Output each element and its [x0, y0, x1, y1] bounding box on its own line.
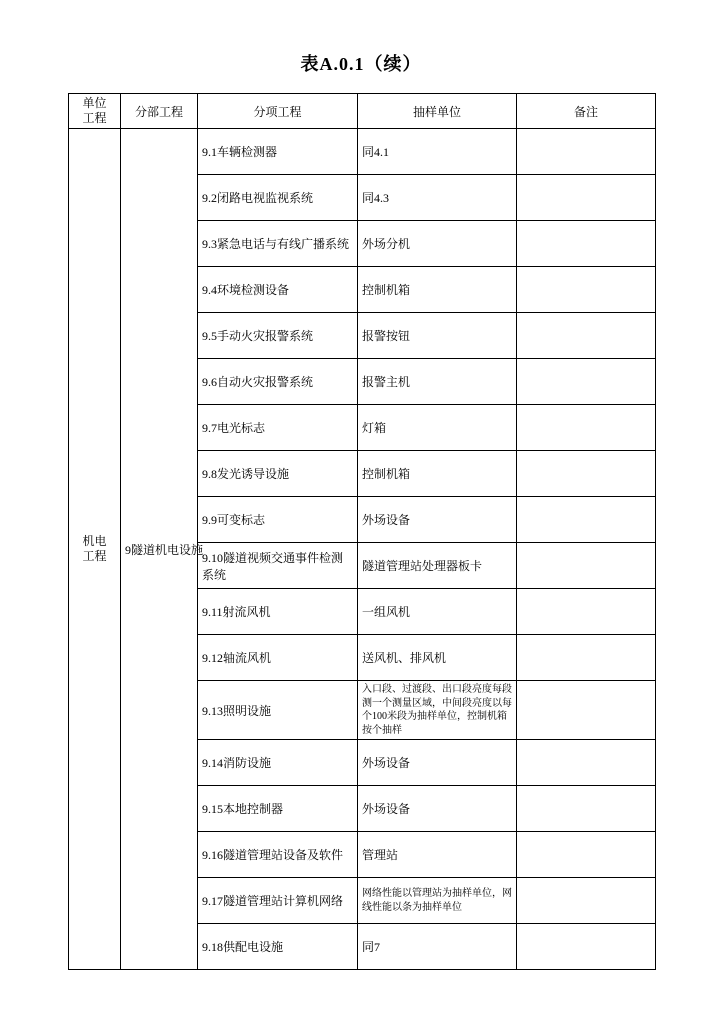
- sampling-unit-cell: 灯箱: [358, 405, 517, 451]
- remark-cell: [517, 267, 656, 313]
- header-unit-project: [69, 94, 121, 129]
- sampling-unit-cell: 网络性能以管理站为抽样单位，网线性能以条为抽样单位: [358, 878, 517, 924]
- sampling-unit-cell: 管理站: [358, 832, 517, 878]
- subitem-project-cell: 9.10隧道视频交通事件检测系统: [198, 543, 358, 589]
- subitem-project-cell: 9.15本地控制器: [198, 786, 358, 832]
- table-body: [69, 129, 656, 970]
- remark-cell: [517, 405, 656, 451]
- subitem-project-cell: 9.16隧道管理站设备及软件: [198, 832, 358, 878]
- subitem-project-cell: 9.5手动火灾报警系统: [198, 313, 358, 359]
- subitem-project-cell: 9.9可变标志: [198, 497, 358, 543]
- sampling-unit-cell: 报警按钮: [358, 313, 517, 359]
- remark-cell: [517, 497, 656, 543]
- subitem-project-cell: 9.7电光标志: [198, 405, 358, 451]
- subitem-project-cell: 9.1车辆检测器: [198, 129, 358, 175]
- subitem-project-cell: 9.14消防设施: [198, 740, 358, 786]
- remark-cell: [517, 635, 656, 681]
- sampling-unit-cell: 外场设备: [358, 497, 517, 543]
- unit-project-cell: [69, 129, 121, 970]
- subitem-project-cell: 9.3紧急电话与有线广播系统: [198, 221, 358, 267]
- header-division-project: 分部工程: [121, 94, 198, 129]
- sampling-unit-cell: 外场设备: [358, 740, 517, 786]
- subitem-project-cell: 9.12轴流风机: [198, 635, 358, 681]
- subitem-project-cell: 9.13照明设施: [198, 681, 358, 740]
- subitem-project-cell: 9.18供配电设施: [198, 924, 358, 970]
- remark-cell: [517, 786, 656, 832]
- remark-cell: [517, 175, 656, 221]
- page-title: 表A.0.1（续）: [300, 54, 422, 74]
- subitem-project-cell: 9.2闭路电视监视系统: [198, 175, 358, 221]
- sampling-unit-cell: 入口段、过渡段、出口段亮度每段测一个测量区域，中间段亮度以每个100米段为抽样单位，控制机箱按个抽样: [358, 681, 517, 740]
- sampling-unit-cell: 送风机、排风机: [358, 635, 517, 681]
- unit-project-label: 机电工程: [82, 534, 107, 563]
- sampling-unit-cell: 同4.3: [358, 175, 517, 221]
- remark-cell: [517, 543, 656, 589]
- remark-cell: [517, 924, 656, 970]
- remark-cell: [517, 129, 656, 175]
- sampling-unit-cell: 同7: [358, 924, 517, 970]
- sampling-table: [68, 93, 656, 970]
- table-row: [69, 129, 656, 175]
- subitem-project-cell: 9.4环境检测设备: [198, 267, 358, 313]
- remark-cell: [517, 451, 656, 497]
- sampling-unit-cell: 控制机箱: [358, 451, 517, 497]
- sampling-unit-cell: 报警主机: [358, 359, 517, 405]
- sampling-unit-cell: 同4.1: [358, 129, 517, 175]
- sampling-unit-cell: 外场分机: [358, 221, 517, 267]
- sampling-unit-cell: 隧道管理站处理器板卡: [358, 543, 517, 589]
- remark-cell: [517, 878, 656, 924]
- remark-cell: [517, 681, 656, 740]
- table-header-row: [69, 94, 656, 129]
- remark-cell: [517, 313, 656, 359]
- remark-cell: [517, 359, 656, 405]
- subitem-project-cell: 9.8发光诱导设施: [198, 451, 358, 497]
- remark-cell: [517, 589, 656, 635]
- subitem-project-cell: 9.11射流风机: [198, 589, 358, 635]
- sampling-unit-cell: 控制机箱: [358, 267, 517, 313]
- subitem-project-cell: 9.17隧道管理站计算机网络: [198, 878, 358, 924]
- header-sampling-unit: 抽样单位: [358, 94, 517, 129]
- division-project-cell: 9隧道机电设施: [121, 129, 198, 970]
- subitem-project-cell: 9.6自动火灾报警系统: [198, 359, 358, 405]
- remark-cell: [517, 740, 656, 786]
- remark-cell: [517, 832, 656, 878]
- header-subitem-project: 分项工程: [198, 94, 358, 129]
- header-unit-project-label: 单位工程: [82, 96, 107, 125]
- remark-cell: [517, 221, 656, 267]
- sampling-unit-cell: 一组风机: [358, 589, 517, 635]
- header-remark: 备注: [517, 94, 656, 129]
- sampling-unit-cell: 外场设备: [358, 786, 517, 832]
